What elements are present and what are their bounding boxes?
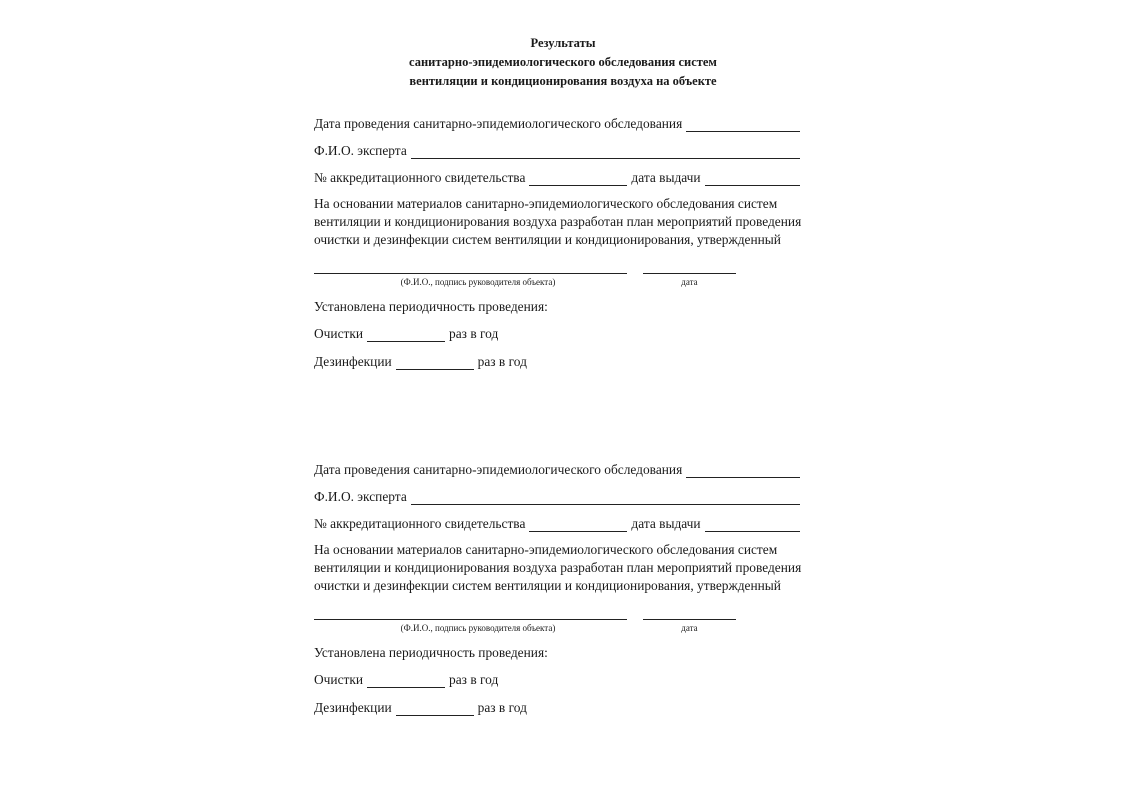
disinfection-frequency-field[interactable] <box>396 703 474 716</box>
basis-line-1: На основании материалов санитарно-эпидемиологического обследования систем <box>314 196 778 211</box>
expert-row <box>314 143 804 159</box>
expert-row <box>314 489 804 505</box>
issue-date-field[interactable] <box>705 173 800 186</box>
accreditation-number-field[interactable] <box>529 173 627 186</box>
basis-line-2: вентиляции и кондиционирования воздуха разработан план мероприятий проведения <box>314 560 802 575</box>
title-line-2: санитарно-эпидемиологического обследования систем <box>409 55 717 69</box>
disinfection-label: Дезинфекции <box>314 700 392 715</box>
accreditation-label: № аккредитационного свидетельства <box>314 516 526 531</box>
signature-line[interactable] <box>314 273 627 274</box>
cleaning-label: Очистки <box>314 672 364 687</box>
accreditation-label: № аккредитационного свидетельства <box>314 170 526 185</box>
expert-label: Ф.И.О. эксперта <box>314 143 407 158</box>
accreditation-row <box>314 170 804 186</box>
title-line-3: вентиляции и кондиционирования воздуха на объекте <box>409 74 717 88</box>
survey-date-row <box>314 116 804 132</box>
basis-line-3: очистки и дезинфекции систем вентиляции и кондиционирования, утвержденный <box>314 232 781 247</box>
survey-date-label: Дата проведения санитарно-эпидемиологического обследования <box>314 462 683 477</box>
disinfection-per-year: раз в год <box>477 354 527 369</box>
periodicity-label: Установлена периодичность проведения: <box>314 645 548 660</box>
survey-date-field[interactable] <box>686 119 800 132</box>
periodicity-label: Установлена периодичность проведения: <box>314 299 548 314</box>
date-caption: дата <box>681 623 698 633</box>
signature-caption: (Ф.И.О., подпись руководителя объекта) <box>400 277 556 287</box>
periodicity-row <box>314 299 804 315</box>
approval-date-line[interactable] <box>643 619 736 620</box>
cleaning-label: Очистки <box>314 326 364 341</box>
signature-line[interactable] <box>314 619 627 620</box>
disinfection-row <box>314 700 804 716</box>
basis-paragraph <box>314 195 804 249</box>
periodicity-row <box>314 645 804 661</box>
disinfection-frequency-field[interactable] <box>396 357 474 370</box>
basis-line-3: очистки и дезинфекции систем вентиляции и кондиционирования, утвержденный <box>314 578 781 593</box>
expert-label: Ф.И.О. эксперта <box>314 489 407 504</box>
title-line-1: Результаты <box>530 36 596 50</box>
cleaning-per-year: раз в год <box>449 326 499 341</box>
approval-date-line[interactable] <box>643 273 736 274</box>
disinfection-label: Дезинфекции <box>314 354 392 369</box>
survey-date-label: Дата проведения санитарно-эпидемиологического обследования <box>314 116 683 131</box>
basis-paragraph <box>314 541 804 595</box>
cleaning-per-year: раз в год <box>449 672 499 687</box>
accreditation-number-field[interactable] <box>529 519 627 532</box>
survey-date-field[interactable] <box>686 465 800 478</box>
date-caption: дата <box>681 277 698 287</box>
disinfection-row <box>314 354 804 370</box>
issue-date-field[interactable] <box>705 519 800 532</box>
expert-name-field[interactable] <box>411 146 800 159</box>
cleaning-row <box>314 672 804 688</box>
issue-date-label: дата выдачи <box>631 516 701 531</box>
signature-caption: (Ф.И.О., подпись руководителя объекта) <box>400 623 556 633</box>
issue-date-label: дата выдачи <box>631 170 701 185</box>
document-title <box>313 34 813 91</box>
expert-name-field[interactable] <box>411 492 800 505</box>
cleaning-frequency-field[interactable] <box>367 675 445 688</box>
accreditation-row <box>314 516 804 532</box>
disinfection-per-year: раз в год <box>477 700 527 715</box>
basis-line-1: На основании материалов санитарно-эпидемиологического обследования систем <box>314 542 778 557</box>
cleaning-row <box>314 326 804 342</box>
basis-line-2: вентиляции и кондиционирования воздуха разработан план мероприятий проведения <box>314 214 802 229</box>
survey-date-row <box>314 462 804 478</box>
cleaning-frequency-field[interactable] <box>367 329 445 342</box>
